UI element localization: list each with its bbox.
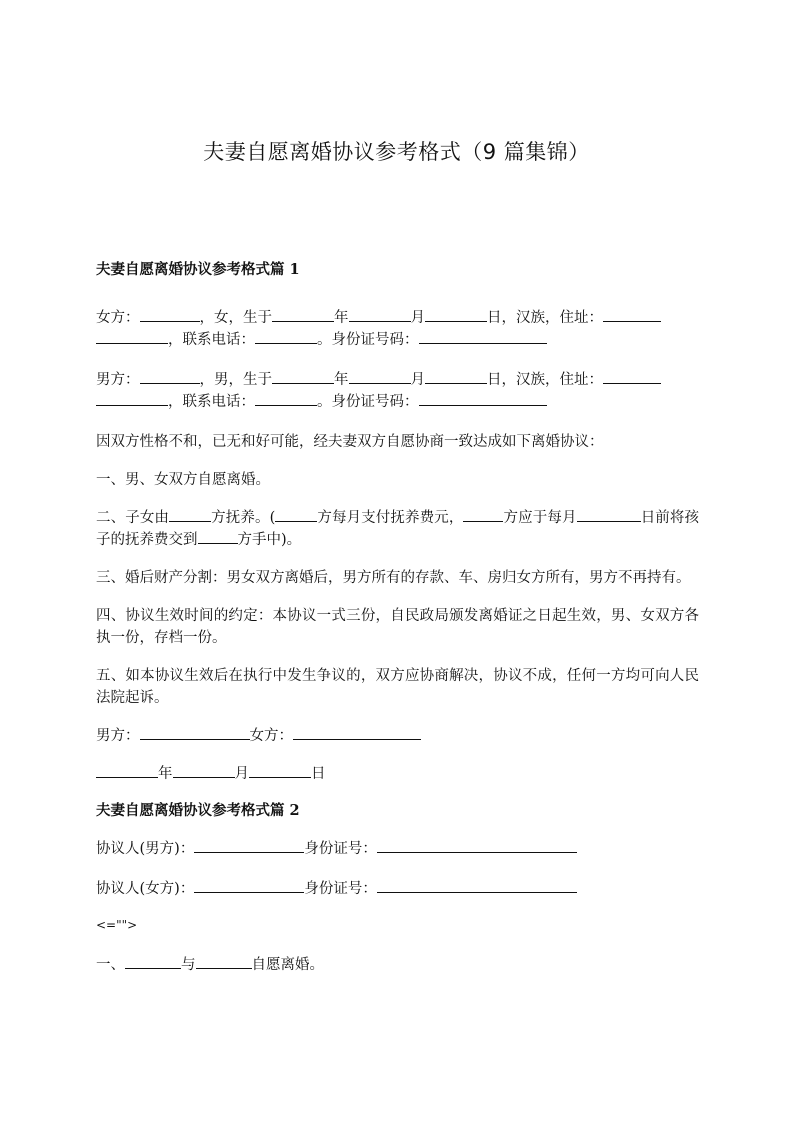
blank-address: [603, 369, 661, 384]
id-label: 身份证号：: [304, 841, 377, 857]
party-female-label: 协议人(女方)：: [96, 881, 195, 897]
blank-year: [272, 369, 334, 384]
blank-address: [603, 307, 661, 322]
blank-month: [349, 307, 411, 322]
year-text: 年: [334, 372, 349, 388]
clause-2-text-a: 二、子女由: [96, 510, 170, 526]
id-label: 。身份证号码：: [317, 394, 419, 410]
clause-2-text-e: 日前将孩子的抚养费交到: [96, 510, 700, 548]
phone-label: ，联系电话：: [168, 332, 255, 348]
agreement-intro: 因双方性格不和，已无和好可能，经夫妻双方自愿协商一致达成如下离婚协议：: [96, 434, 604, 450]
blank-day: [577, 507, 641, 522]
blank-id: [419, 391, 547, 406]
clause-1-text-b: 与: [181, 957, 196, 973]
female-label: 女方：: [96, 310, 140, 326]
blank-party: [463, 507, 503, 522]
day-ethnic-address-text: 日，汉族，住址：: [487, 310, 603, 326]
stray-markup-text: <="">: [96, 918, 138, 932]
party-female-line: [96, 878, 699, 900]
male-sign-label: 男方：: [96, 728, 140, 744]
id-label: 。身份证号码：: [317, 332, 419, 348]
signature-line: [96, 725, 699, 747]
blank-recipient: [198, 529, 238, 544]
blank-name: [140, 369, 200, 384]
year-text: 年: [158, 766, 173, 782]
blank-party-a: [125, 954, 181, 969]
year-text: 年: [334, 310, 349, 326]
party-male-label: 协议人(男方)：: [96, 841, 195, 857]
signature-date: [96, 763, 699, 785]
blank-day: [425, 369, 487, 384]
month-text: 月: [410, 310, 425, 326]
male-label: 男方：: [96, 372, 140, 388]
blank-party-b: [196, 954, 252, 969]
blank-year: [96, 763, 158, 778]
blank-month: [173, 763, 235, 778]
month-text: 月: [234, 766, 249, 782]
clause-2-text-f: 方手中)。: [237, 532, 302, 548]
clause-1: 一、男、女双方自愿离婚。: [96, 472, 270, 488]
phone-label: ，联系电话：: [168, 394, 255, 410]
blank-phone: [255, 391, 317, 406]
blank-month: [349, 369, 411, 384]
blank-custody: [169, 507, 211, 522]
blank-phone: [255, 329, 317, 344]
blank-year: [272, 307, 334, 322]
document-title: 夫妻自愿离婚协议参考格式（9 篇集锦）: [203, 140, 590, 164]
clause-2: [96, 507, 699, 551]
blank-male-signature: [140, 725, 250, 740]
blank-address-cont: [96, 329, 168, 344]
clause-1-text-c: 自愿离婚。: [251, 957, 324, 973]
clause-1-text-a: 一、: [96, 957, 125, 973]
blank-address-cont: [96, 391, 168, 406]
document-body: [96, 258, 699, 976]
clause-4: 四、协议生效时间的约定：本协议一式三份，自民政局颁发离婚证之日起生效，男、女双方各执一份，存档一份。: [96, 608, 699, 646]
blank-name: [140, 307, 200, 322]
clause-2-text-d: 方应于每月: [503, 510, 577, 526]
blank-male-name: [194, 838, 304, 853]
clause-2-text-b: 方抚养。(: [211, 510, 276, 526]
blank-day: [425, 307, 487, 322]
blank-male-id: [377, 838, 577, 853]
male-party-info: [96, 369, 699, 413]
blank-female-signature: [293, 725, 421, 740]
section-2-heading: 夫妻自愿离婚协议参考格式篇 2: [96, 802, 300, 819]
clause-3: 三、婚后财产分割：男女双方离婚后，男方所有的存款、车、房归女方所有，男方不再持有。: [96, 570, 691, 586]
clause-5: 五、如本协议生效后在执行中发生争议的，双方应协商解决，协议不成，任何一方均可向人民法院起诉。: [96, 668, 699, 706]
section-1-heading: 夫妻自愿离婚协议参考格式篇 1: [96, 261, 300, 278]
blank-female-name: [194, 878, 304, 893]
id-label: 身份证号：: [304, 881, 377, 897]
day-text: 日: [311, 766, 326, 782]
female-sign-label: 女方：: [249, 728, 293, 744]
day-ethnic-address-text: 日，汉族，住址：: [487, 372, 603, 388]
female-party-info: [96, 307, 699, 351]
party-male-line: [96, 838, 699, 860]
gender-born-text: ，女，生于: [199, 310, 272, 326]
blank-id: [419, 329, 547, 344]
blank-day: [249, 763, 311, 778]
gender-born-text: ，男，生于: [199, 372, 272, 388]
section-2-clause-1: [96, 954, 699, 976]
clause-2-text-c: 方每月支付抚养费元，: [317, 510, 464, 526]
month-text: 月: [410, 372, 425, 388]
blank-female-id: [377, 878, 577, 893]
blank-payer: [275, 507, 317, 522]
